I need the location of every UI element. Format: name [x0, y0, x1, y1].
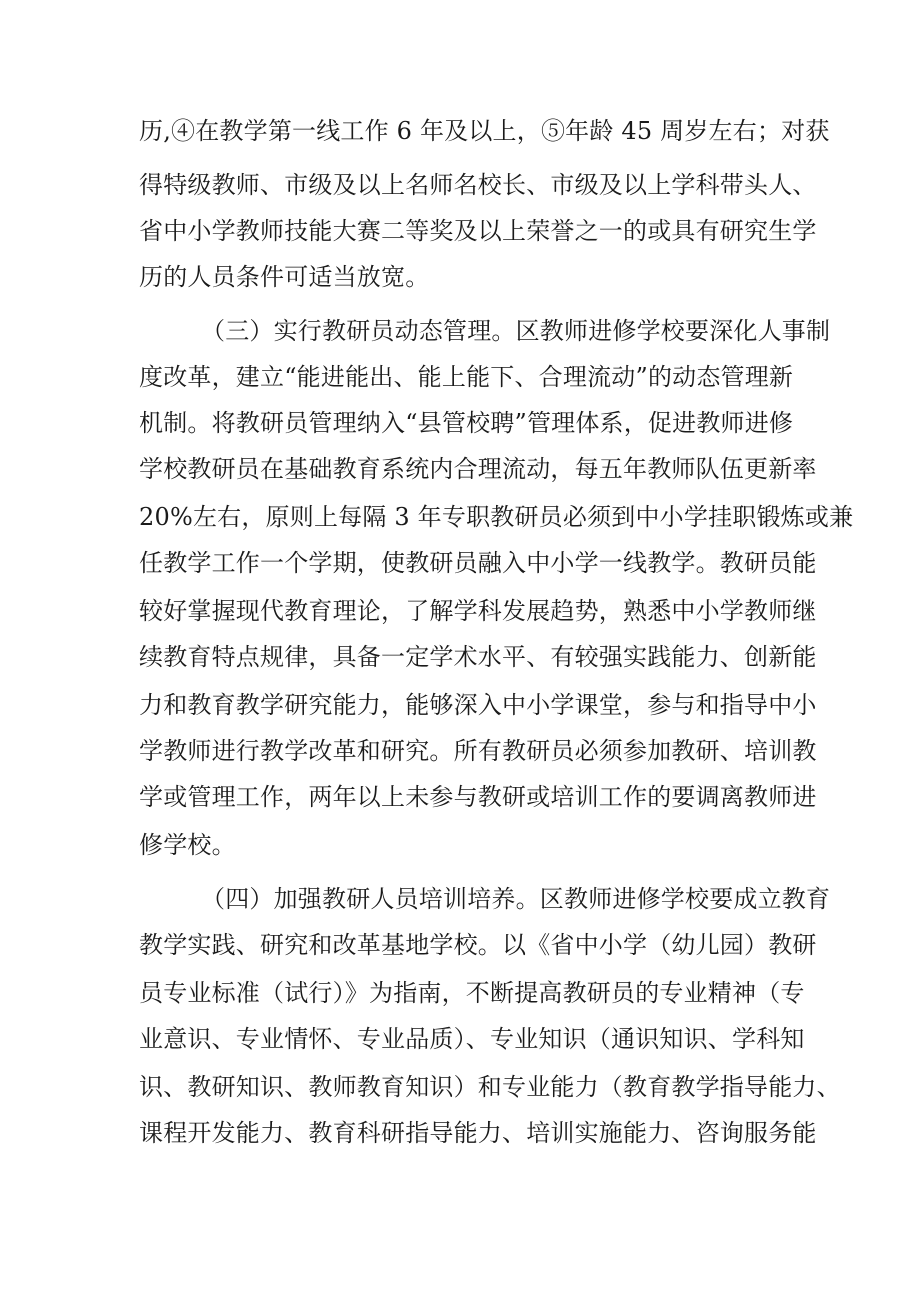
text-line: 续教育特点规律，具备一定学术水平、有较强实践能力、创新能 [139, 643, 817, 671]
text-line: 任教学工作一个学期，使教研员融入中小学一线教学。教研员能 [139, 549, 817, 577]
text-line: 学校教研员在基础教育系统内合理流动，每五年教师队伍更新率 [139, 455, 817, 483]
text-line: 课程开发能力、教育科研指导能力、培训实施能力、咨询服务能 [139, 1119, 817, 1147]
paragraph-3-heading-line: （三）实行教研员动态管理。区教师进修学校要深化人事制 [201, 317, 831, 345]
text-line: 教学实践、研究和改革基地学校。以《省中小学（幼儿园）教研 [139, 931, 817, 959]
text-line: 学或管理工作，两年以上未参与教研或培训工作的要调离教师进 [139, 783, 817, 811]
text-line: 力和教育教学研究能力，能够深入中小学课堂，参与和指导中小 [139, 691, 817, 719]
text-line: 度改革，建立“能进能出、能上能下、合理流动”的动态管理新 [139, 363, 794, 391]
text-line: 修学校。 [139, 831, 236, 859]
text-line: 较好掌握现代教育理论，了解学科发展趋势，熟悉中小学教师继 [139, 597, 817, 625]
text-line: 业意识、专业情怀、专业品质）、专业知识（通识知识、学科知 [139, 1025, 805, 1053]
text-line: 学教师进行教学改革和研究。所有教研员必须参加教研、培训教 [139, 737, 817, 765]
text-line: 得特级教师、市级及以上名师名校长、市级及以上学科带头人、 [139, 171, 817, 199]
text-line: 识、教研知识、教师教育知识）和专业能力（教育教学指导能力、 [139, 1073, 841, 1101]
text-line: 机制。将教研员管理纳入“县管校聘”管理体系，促进教师进修 [139, 409, 794, 437]
text-line: 历的人员条件可适当放宽。 [139, 263, 430, 291]
text-line: 省中小学教师技能大赛二等奖及以上荣誉之一的或具有研究生学 [139, 217, 817, 245]
text-line: 20%左右，原则上每隔 3 年专职教研员必须到中小学挂职锻炼或兼 [139, 503, 854, 531]
text-line: 员专业标准（试行）》为指南，不断提高教研员的专业精神（专 [139, 979, 805, 1007]
paragraph-4-heading-line: （四）加强教研人员培训培养。区教师进修学校要成立教育 [201, 885, 831, 913]
text-line: 历,④在教学第一线工作 6 年及以上，⑤年龄 45 周岁左右；对获 [139, 117, 830, 145]
